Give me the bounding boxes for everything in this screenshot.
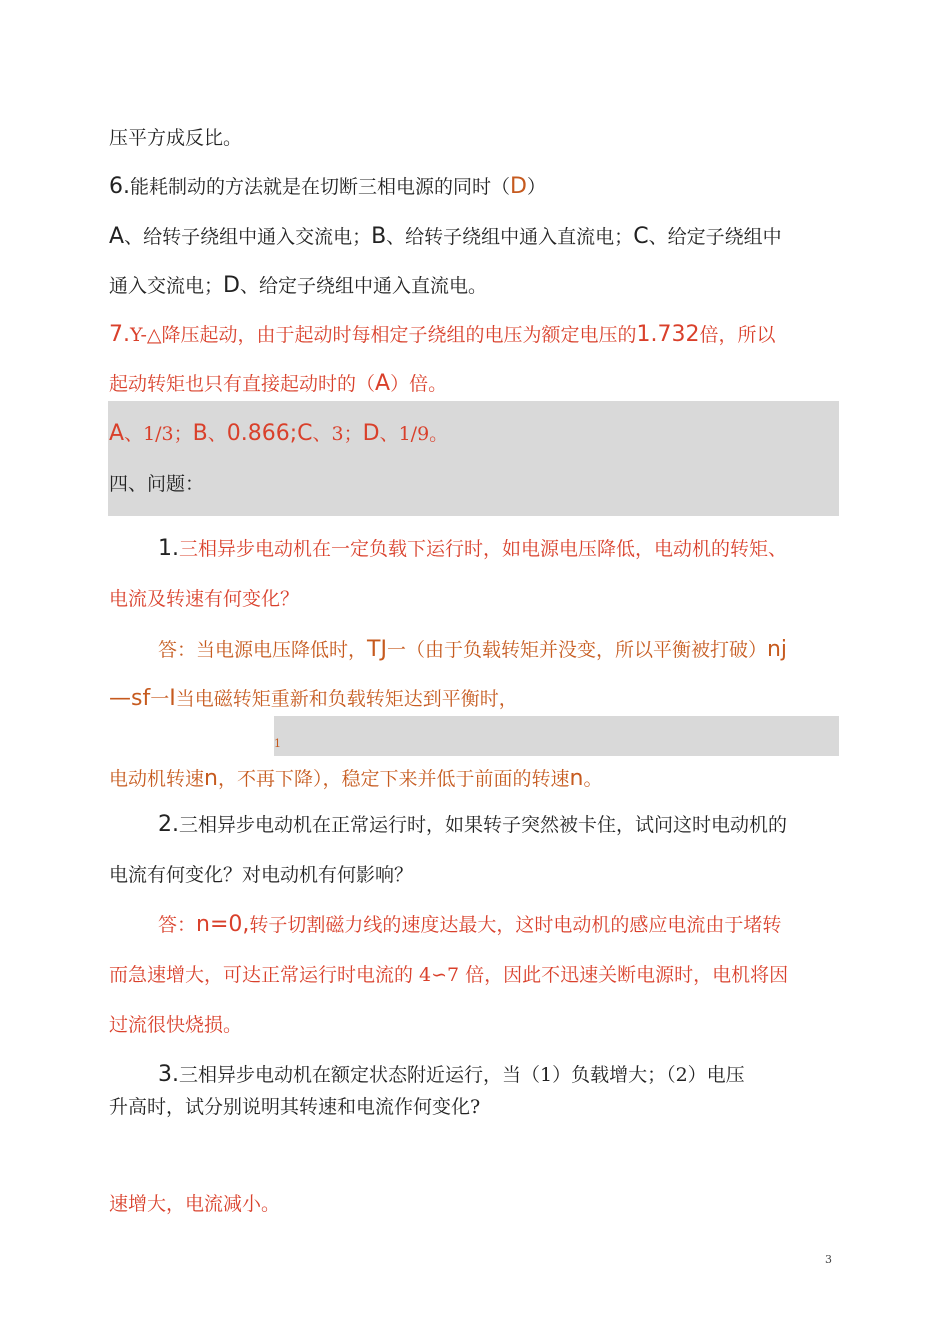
option-letter: A bbox=[109, 421, 125, 446]
option-text: 、1/9。 bbox=[379, 423, 449, 445]
question-text: ）倍。 bbox=[390, 373, 448, 395]
options-6-line2 bbox=[109, 273, 487, 299]
option-text: 通入交流电； bbox=[109, 275, 224, 297]
problem-text: 三相异步电动机在额定状态附近运行，当（1）负载增大；（2）电压 bbox=[179, 1064, 745, 1086]
question-number: 6. bbox=[109, 174, 130, 199]
problem-number: 2. bbox=[158, 812, 179, 837]
page-number: 3 bbox=[825, 1253, 832, 1266]
question-text: 能耗制动的方法就是在切断三相电源的同时（ bbox=[130, 176, 511, 198]
option-value: 0.866;C bbox=[226, 421, 313, 446]
answer-symbol: n bbox=[204, 766, 218, 791]
answer-text: 一 bbox=[150, 688, 170, 710]
answer-text: 当电磁转矩重新和负载转矩达到平衡时， bbox=[175, 688, 518, 710]
answer-text: 转子切割磁力线的速度达最大，这时电动机的感应电流由于堵转 bbox=[249, 914, 782, 936]
answer-text: 答： bbox=[158, 914, 197, 936]
answer-2-line2: 而急速增大，可达正常运行时电流的 4∽7 倍，因此不迅速关断电源时，电机将因 bbox=[109, 964, 789, 986]
option-letter: B bbox=[371, 224, 387, 249]
question-text: 倍，所以 bbox=[699, 324, 776, 346]
footnote-mark: 1 bbox=[274, 737, 281, 750]
options-6-line1 bbox=[109, 224, 782, 250]
problem-text: 三相异步电动机在一定负载下运行时，如电源电压降低，电动机的转矩、 bbox=[179, 538, 788, 560]
option-letter: C bbox=[633, 224, 649, 249]
option-text: 、给转子绕组中通入交流电； bbox=[124, 226, 372, 248]
problem-3 bbox=[158, 1062, 745, 1088]
option-text: 、给定子绕组中 bbox=[648, 226, 782, 248]
answer-text: 。 bbox=[583, 768, 603, 790]
answer-symbol: n=0, bbox=[196, 912, 250, 937]
problem-1-cont: 电流及转速有何变化？ bbox=[109, 588, 300, 610]
option-text: 、给转子绕组中通入直流电； bbox=[386, 226, 634, 248]
question-text: Y- bbox=[130, 324, 147, 346]
option-text: 、 bbox=[207, 423, 227, 445]
option-letter: D bbox=[223, 273, 240, 298]
question-value: 1.732 bbox=[636, 322, 700, 347]
highlight-block-top bbox=[108, 401, 839, 516]
answer-2-line1 bbox=[158, 912, 781, 938]
highlight-block-small bbox=[274, 716, 839, 756]
question-7-line1 bbox=[109, 322, 776, 348]
answer-letter: A bbox=[375, 371, 391, 396]
answer-symbol: I bbox=[169, 686, 176, 711]
problem-3-cont: 升高时，试分别说明其转速和电流作何变化? bbox=[109, 1096, 481, 1118]
option-letter: B bbox=[192, 421, 208, 446]
question-number: 7. bbox=[109, 322, 130, 347]
option-text: 、给定子绕组中通入直流电。 bbox=[239, 275, 487, 297]
answer-symbol: n bbox=[569, 766, 584, 791]
answer-symbol: nj bbox=[766, 637, 788, 662]
answer-symbol: TJ bbox=[367, 637, 387, 662]
problem-2 bbox=[158, 812, 787, 838]
problem-2-cont: 电流有何变化？对电动机有何影响？ bbox=[109, 864, 414, 886]
option-text: 、3； bbox=[312, 423, 363, 445]
question-text: 起动转矩也只有直接起动时的（ bbox=[109, 373, 376, 395]
problem-text: 三相异步电动机在正常运行时，如果转子突然被卡住，试问这时电动机的 bbox=[179, 814, 788, 836]
problem-number: 3. bbox=[158, 1062, 179, 1087]
question-text: △降压起动，由于起动时每相定子绕组的电压为额定电压的 bbox=[146, 324, 637, 346]
section-heading: 四、问题： bbox=[109, 473, 205, 495]
answer-1-line1 bbox=[158, 637, 787, 663]
answer-letter: D bbox=[510, 174, 527, 199]
answer-1-line2 bbox=[109, 686, 518, 712]
problem-1 bbox=[158, 536, 787, 562]
answer-symbol: —sf bbox=[109, 686, 151, 711]
answer-text: 一（由于负载转矩并没变，所以平衡被打破） bbox=[386, 639, 767, 661]
options-7 bbox=[109, 421, 448, 447]
question-text: ） bbox=[526, 176, 546, 198]
option-letter: D bbox=[362, 421, 380, 446]
answer-1-line3 bbox=[109, 766, 602, 792]
option-text: 、1/3； bbox=[124, 423, 193, 445]
option-letter: A bbox=[109, 224, 125, 249]
answer-2-line3: 过流很快烧损。 bbox=[109, 1014, 243, 1036]
answer-text: ，不再下降），稳定下来并低于前面的转速 bbox=[217, 768, 570, 790]
text-line: 压平方成反比。 bbox=[109, 127, 243, 149]
answer-text: 电动机转速 bbox=[109, 768, 205, 790]
answer-text: 答：当电源电压降低时， bbox=[158, 639, 368, 661]
question-6 bbox=[109, 174, 546, 200]
problem-number: 1. bbox=[158, 536, 179, 561]
answer-3-last: 速增大，电流减小。 bbox=[109, 1193, 281, 1215]
question-7-line2 bbox=[109, 371, 447, 397]
